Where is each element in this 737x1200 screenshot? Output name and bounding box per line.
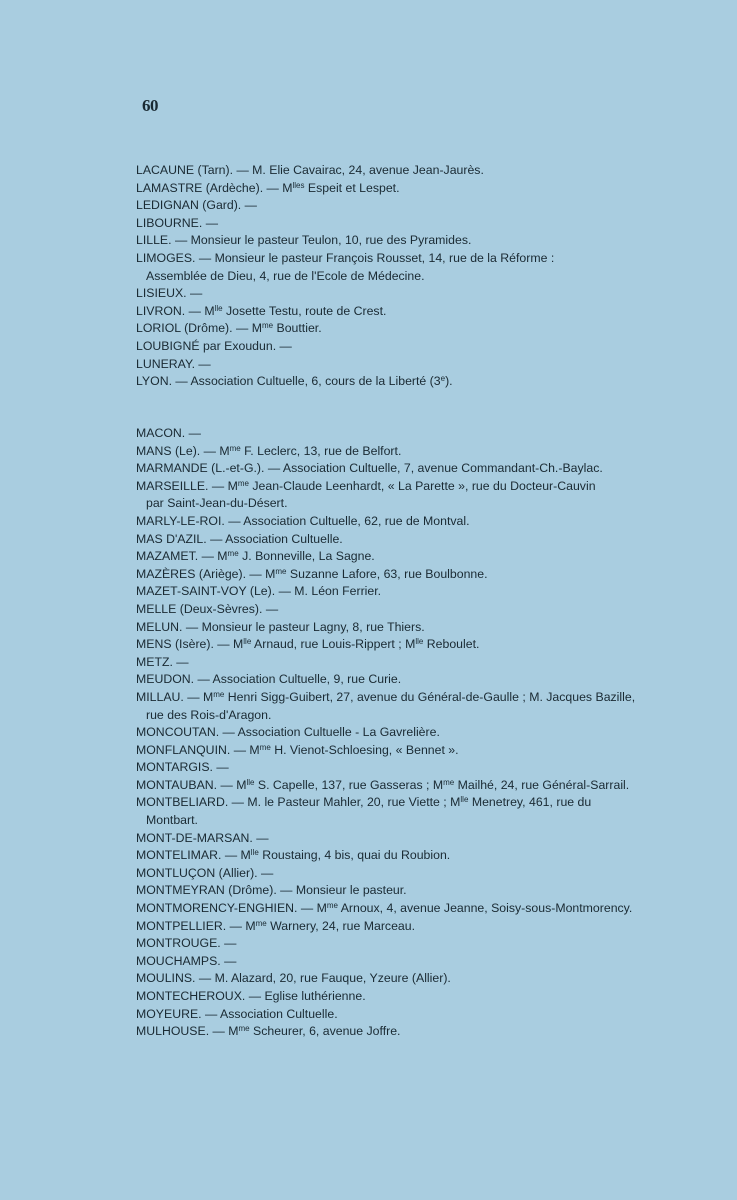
directory-entry	[136, 320, 706, 338]
entry-text: MAZAMET. — $M^{me}$ J. Bonneville, La Sagne.	[136, 549, 375, 564]
entry-text: MARSEILLE. — $M^{me}$ Jean-Claude Leenhardt, « La Parette », rue du Docteur-Cauvin	[136, 478, 596, 493]
directory-entry	[136, 900, 706, 918]
directory-entry	[136, 636, 706, 654]
entry-text: MONTAUBAN. — $M^{lle}$ S. Capelle, 137, rue Gasseras ; $M^{me}$ Mailhé, 24, rue Général-Sarrail.	[136, 777, 630, 792]
entry-text: MONTMEYRAN (Drôme). — Monsieur le pasteur.	[136, 883, 407, 898]
directory-entry	[136, 303, 706, 321]
directory-entry	[136, 759, 706, 777]
directory-entry	[136, 918, 706, 936]
directory-entry	[136, 794, 706, 829]
directory-entry	[136, 460, 706, 478]
directory-entry	[136, 953, 706, 971]
entry-continuation: rue des Rois-d'Aragon.	[146, 707, 272, 722]
directory-entry	[136, 180, 706, 198]
entry-text: MONTELIMAR. — $M^{lle}$ Roustaing, 4 bis, quai du Roubion.	[136, 848, 451, 863]
entry-text: LEDIGNAN (Gard). —	[136, 198, 257, 213]
directory-entry	[136, 232, 706, 250]
directory-entry	[136, 689, 706, 724]
entry-text: MONTARGIS. —	[136, 760, 229, 775]
directory-entry	[136, 724, 706, 742]
entries-section-m	[136, 425, 706, 1041]
directory-entry	[136, 619, 706, 637]
directory-entry	[136, 1006, 706, 1024]
directory-entry	[136, 250, 706, 285]
page-number: 60	[142, 96, 158, 115]
entry-text: LISIEUX. —	[136, 286, 203, 301]
directory-entry	[136, 865, 706, 883]
directory-entry	[136, 970, 706, 988]
directory-entry	[136, 601, 706, 619]
directory-entry	[136, 847, 706, 865]
entry-text: MENS (Isère). — $M^{lle}$ Arnaud, rue Louis-Rippert ; $M^{lle}$ Reboulet.	[136, 637, 480, 652]
entry-text: MONFLANQUIN. — $M^{me}$ H. Vienot-Schloesing, « Bennet ».	[136, 742, 459, 757]
entry-text: LIBOURNE. —	[136, 215, 218, 230]
directory-entry	[136, 1023, 706, 1041]
entry-text: MONTECHEROUX. — Eglise luthérienne.	[136, 989, 366, 1003]
entry-text: MELLE (Deux-Sèvres). —	[136, 601, 279, 616]
directory-entry	[136, 548, 706, 566]
entry-text: MONTBELIARD. — M. le Pasteur Mahler, 20, rue Viette ; $M^{lle}$ Menetrey, 461, rue du	[136, 795, 592, 810]
entry-text: MULHOUSE. — $M^{me}$ Scheurer, 6, avenue Joffre.	[136, 1024, 401, 1039]
entry-text: MARLY-LE-ROI. — Association Cultuelle, 62, rue de Montval.	[136, 513, 470, 528]
entry-text: MONCOUTAN. — Association Cultuelle - La Gavrelière.	[136, 725, 440, 740]
entry-text: METZ. —	[136, 654, 189, 669]
directory-entry	[136, 338, 706, 356]
entry-text: LUNERAY. —	[136, 356, 211, 371]
entry-text: MACON. —	[136, 426, 201, 440]
entry-text: MAZET-SAINT-VOY (Le). — M. Léon Ferrier.	[136, 584, 382, 599]
directory-entry	[136, 830, 706, 848]
entry-text: MONTROUGE. —	[136, 936, 237, 951]
directory-entry	[136, 215, 706, 233]
directory-entry	[136, 566, 706, 584]
entry-text: MEUDON. — Association Cultuelle, 9, rue Curie.	[136, 672, 402, 687]
entry-text: MONTMORENCY-ENGHIEN. — $M^{me}$ Arnoux, 4, avenue Jeanne, Soisy-sous-Montmorency.	[136, 901, 633, 916]
directory-entry	[136, 425, 706, 443]
entry-text: MARMANDE (L.-et-G.). — Association Cultuelle, 7, avenue Commandant-Ch.-Baylac.	[136, 461, 603, 476]
entry-text: MONT-DE-MARSAN. —	[136, 830, 269, 845]
entry-text: LOUBIGNÉ par Exoudun. —	[136, 338, 292, 353]
directory-entry	[136, 197, 706, 215]
entry-text: MONTLUÇON (Allier). —	[136, 865, 274, 880]
entry-text: MOYEURE. — Association Cultuelle.	[136, 1006, 338, 1021]
directory-entry	[136, 988, 706, 1006]
entry-text: LACAUNE (Tarn). — M. Elie Cavairac, 24, avenue Jean-Jaurès.	[136, 163, 484, 177]
entry-text: MANS (Le). — $M^{me}$ F. Leclerc, 13, rue de Belfort.	[136, 443, 402, 458]
directory-entry	[136, 777, 706, 795]
directory-entry	[136, 356, 706, 374]
directory-entry	[136, 443, 706, 461]
entry-text: LAMASTRE (Ardèche). — $M^{lles}$ Espeit et Lespet.	[136, 180, 400, 195]
directory-entry	[136, 513, 706, 531]
directory-entry	[136, 162, 706, 180]
entry-text: LORIOL (Drôme). — $M^{me}$ Bouttier.	[136, 321, 322, 336]
entry-text: MONTPELLIER. — $M^{me}$ Warnery, 24, rue Marceau.	[136, 918, 416, 933]
entry-text: MAZÈRES (Ariège). — $M^{me}$ Suzanne Lafore, 63, rue Boulbonne.	[136, 566, 488, 581]
entry-text: MELUN. — Monsieur le pasteur Lagny, 8, rue Thiers.	[136, 619, 425, 634]
directory-entry	[136, 742, 706, 760]
entry-text: LIMOGES. — Monsieur le pasteur François Rousset, 14, rue de la Réforme :	[136, 250, 555, 265]
directory-entry	[136, 935, 706, 953]
entry-text: MOUCHAMPS. —	[136, 953, 237, 968]
directory-entry	[136, 654, 706, 672]
directory-entry	[136, 285, 706, 303]
entry-text: MILLAU. — $M^{me}$ Henri Sigg-Guibert, 27, avenue du Général-de-Gaulle ; M. Jacques Bazille,	[136, 689, 636, 704]
directory-entry	[136, 671, 706, 689]
directory-entry	[136, 373, 706, 391]
entry-text: MAS D'AZIL. — Association Cultuelle.	[136, 531, 343, 546]
entry-text: LIVRON. — $M^{lle}$ Josette Testu, route de Crest.	[136, 303, 387, 318]
directory-entry	[136, 882, 706, 900]
directory-entry	[136, 583, 706, 601]
entries-section-l	[136, 162, 706, 391]
entry-continuation: Assemblée de Dieu, 4, rue de l'Ecole de Médecine.	[146, 268, 425, 283]
entry-text: LILLE. — Monsieur le pasteur Teulon, 10, rue des Pyramides.	[136, 233, 472, 248]
entry-text: MOULINS. — M. Alazard, 20, rue Fauque, Yzeure (Allier).	[136, 971, 451, 986]
directory-entry	[136, 531, 706, 549]
entry-continuation: par Saint-Jean-du-Désert.	[146, 496, 288, 511]
directory-entry	[136, 478, 706, 513]
entry-continuation: Montbart.	[146, 813, 198, 828]
entry-text: LYON. — Association Cultuelle, 6, cours de la Liberté (3e).	[136, 374, 453, 389]
